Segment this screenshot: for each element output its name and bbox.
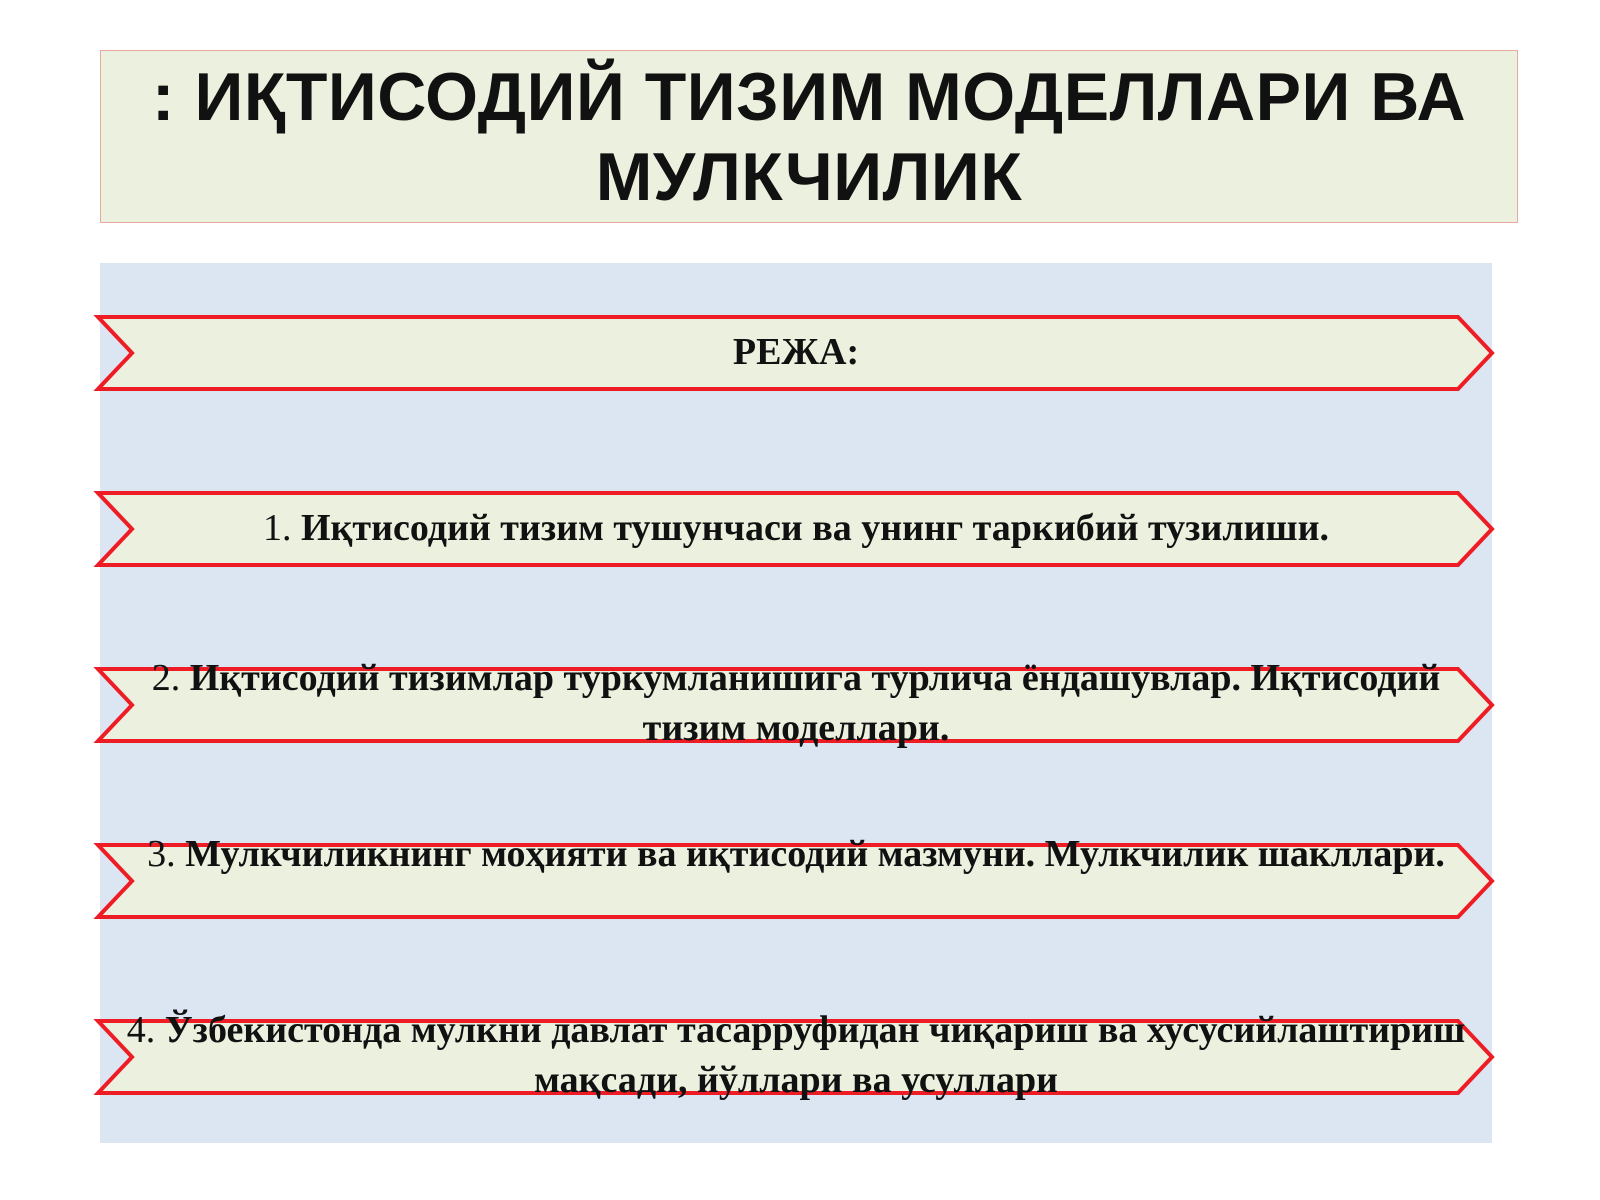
plan-item-3 <box>98 833 1494 919</box>
plan-item-label <box>98 1005 1494 1105</box>
plan-heading-chevron <box>98 315 1494 391</box>
plan-item-number: 2. <box>151 657 181 699</box>
plan-item-2 <box>98 657 1494 749</box>
title-box <box>100 50 1518 223</box>
plan-item-label <box>98 503 1494 553</box>
plan-heading: РЕЖА: <box>732 331 860 373</box>
plan-item-text: Ўзбекистонда мулкни давлат тасарруфидан чиқариш ва хусусийлаштириш мақсади, йўллари ва усуллари <box>164 1009 1466 1101</box>
plan-item-label <box>98 829 1494 879</box>
plan-item-label <box>98 653 1494 753</box>
plan-item-text: Иқтисодий тизим тушунчаси ва унинг таркибий тузилиши. <box>300 507 1330 549</box>
plan-item-number: 4. <box>126 1009 156 1051</box>
plan-item-text: Иқтисодий тизимлар туркумланишига турлича ёндашувлар. Иқтисодий тизим моделлари. <box>189 657 1441 749</box>
plan-item-text: Мулкчиликнинг моҳияти ва иқтисодий мазмуни. Мулкчилик шакллари. <box>185 833 1445 875</box>
slide-title: : ИҚТИСОДИЙ ТИЗИМ МОДЕЛЛАРИ ВА МУЛКЧИЛИК <box>151 58 1467 215</box>
plan-item-4 <box>98 1009 1494 1101</box>
plan-item-1 <box>98 491 1494 567</box>
plan-item-number: 3. <box>147 833 186 875</box>
plan-item-number: 1. <box>262 507 292 549</box>
